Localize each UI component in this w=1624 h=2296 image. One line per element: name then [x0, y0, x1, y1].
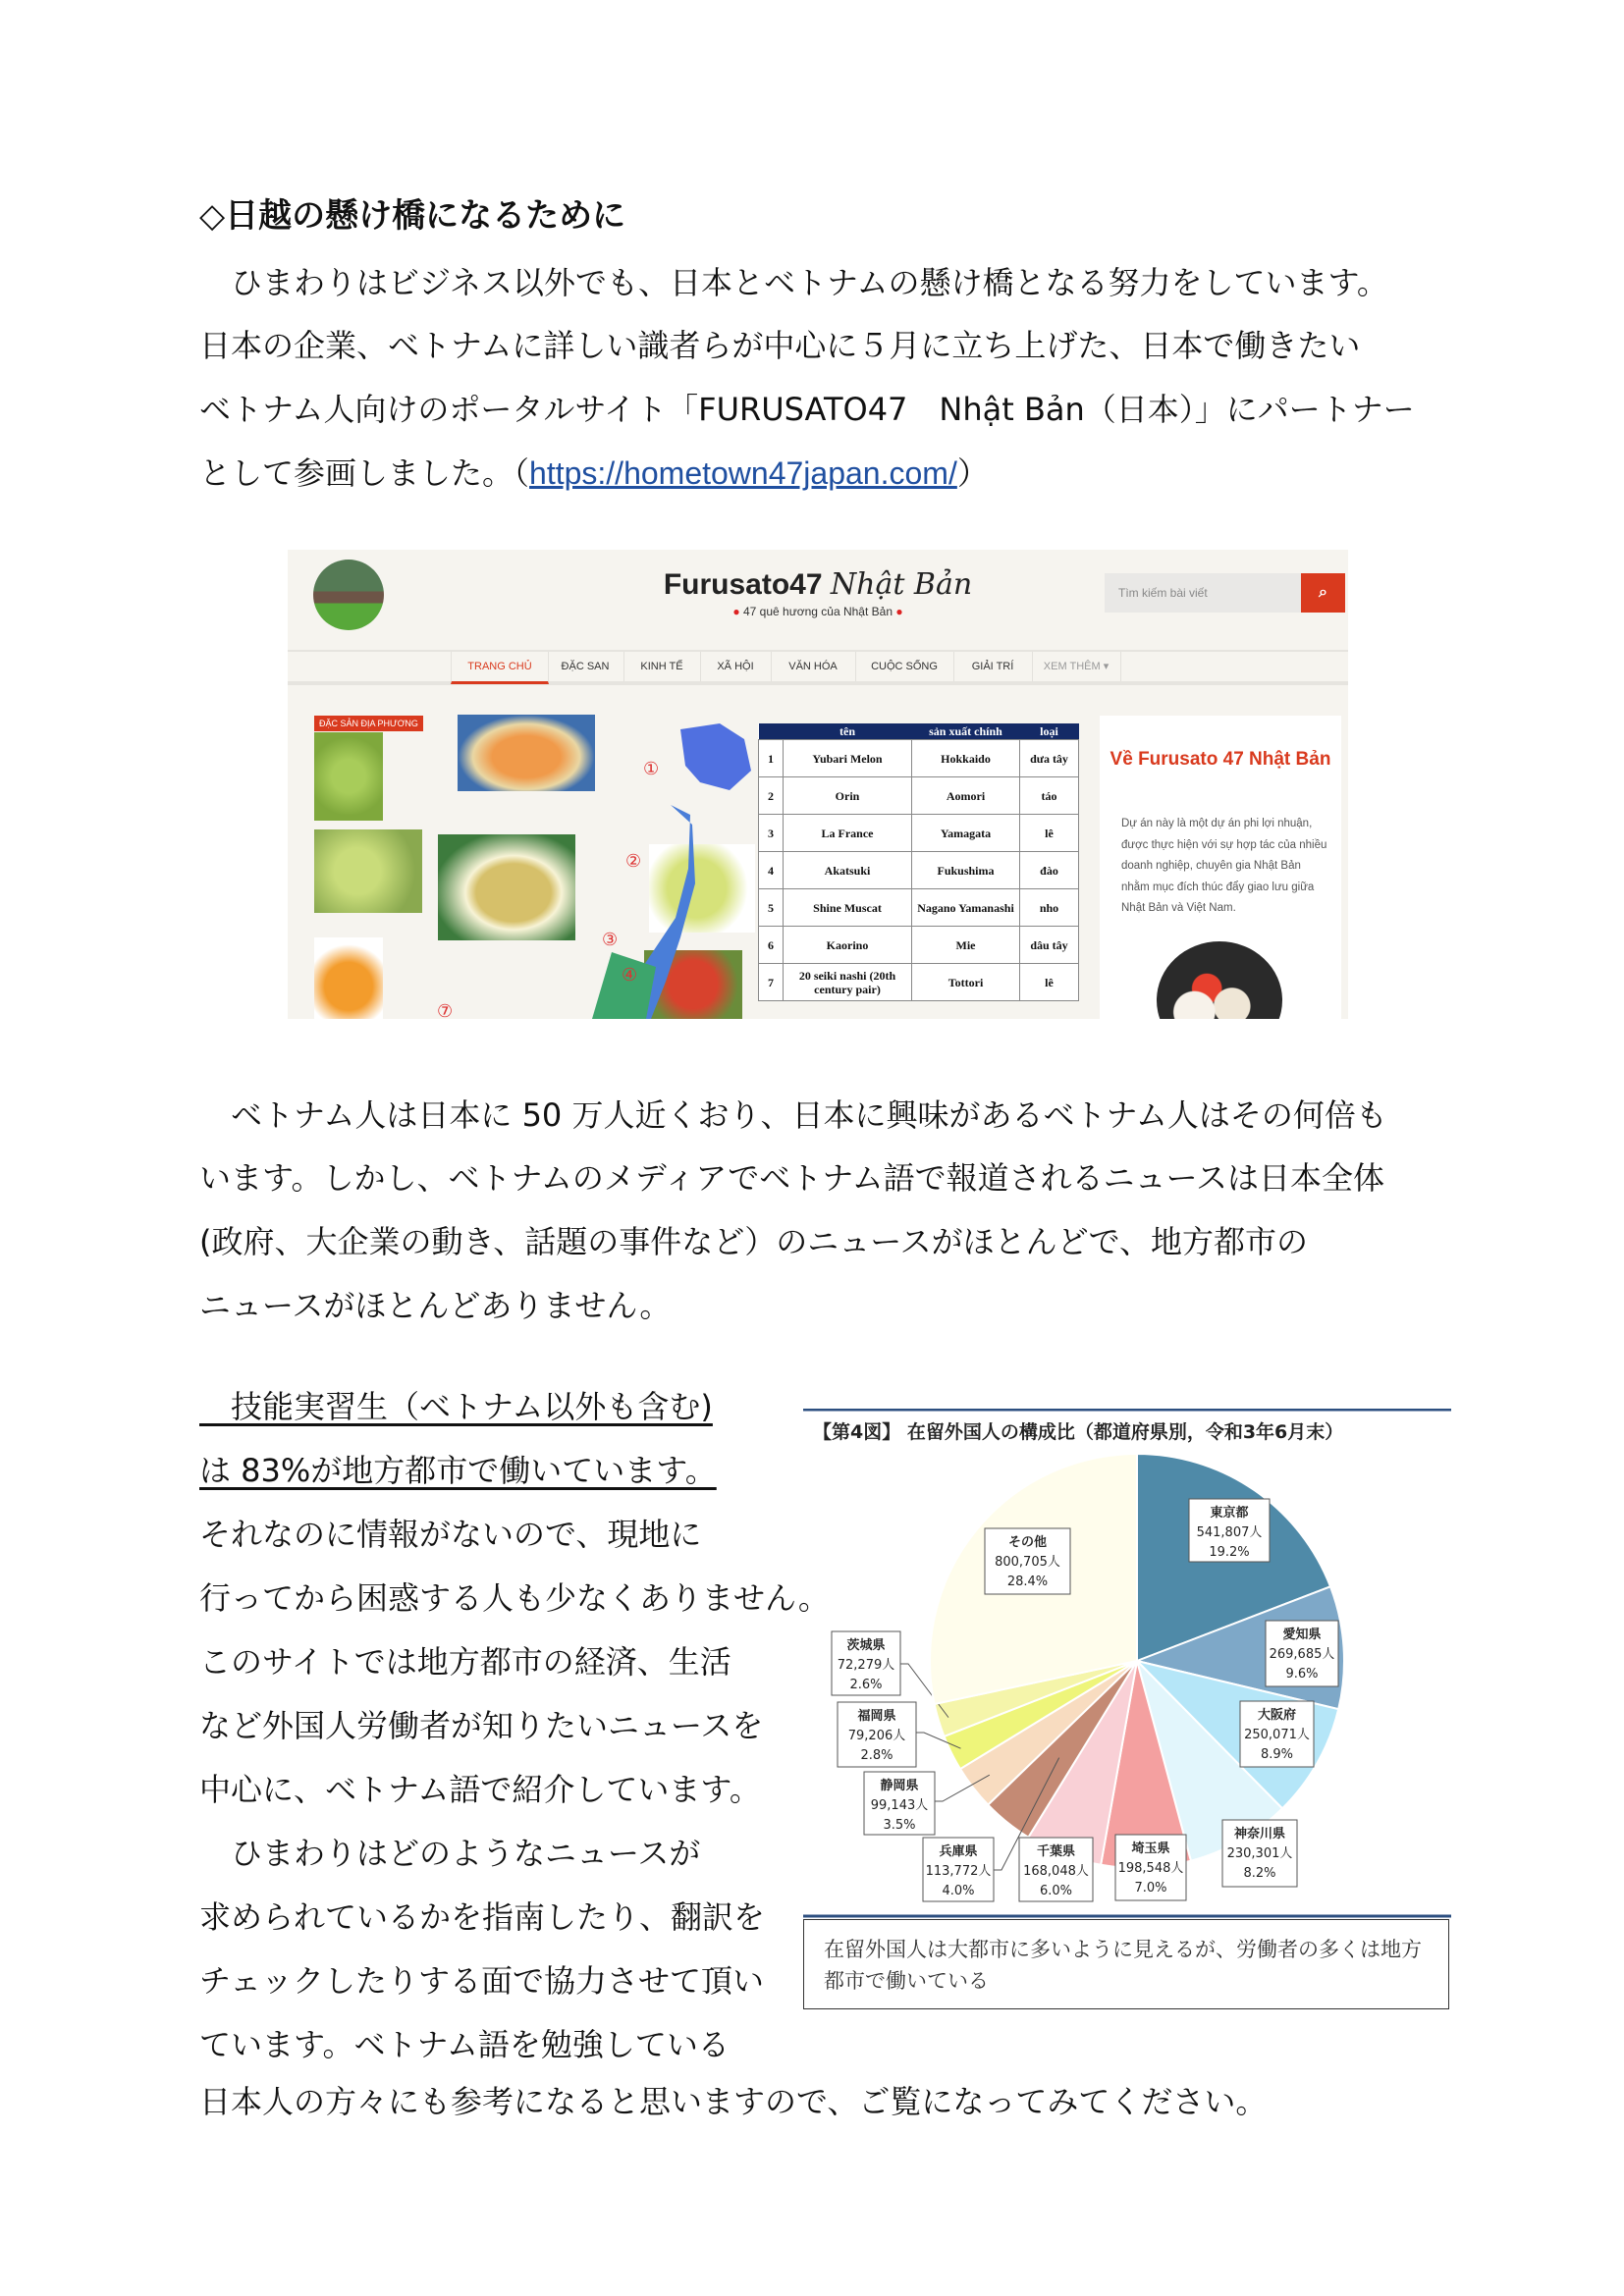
slice-count: 113,772人 [925, 1864, 992, 1879]
slice-pct: 9.6% [1285, 1667, 1319, 1682]
map-marker: ④ [622, 965, 638, 985]
para1-line: ベトナム人向けのポータルサイト「FURUSATO47 Nhật Bản（日本）」にパートナー [199, 391, 1415, 428]
dolls-photo [1157, 941, 1282, 1019]
table-cell: Aomori [912, 777, 1020, 815]
table-cell: táo [1020, 777, 1079, 815]
table-cell: Nagano Yamanashi [912, 889, 1020, 927]
table-header [759, 723, 1079, 740]
orange-photo [314, 937, 383, 1019]
para3-line: 中心に、ベトナム語で紹介しています。 [199, 1771, 761, 1808]
slice-label [1019, 1838, 1093, 1901]
slice-pct: 3.5% [883, 1818, 916, 1833]
column-header: loại [1020, 723, 1079, 740]
table-cell: 4 [759, 852, 784, 889]
nav-item[interactable]: KINH TẾ [623, 652, 701, 681]
about-sidebar [1100, 716, 1341, 1019]
para2-line: います。しかし、ベトナムのメディアでベトナム語で報道されるニュースは日本全体 [199, 1159, 1385, 1197]
slice-pct: 7.0% [1134, 1881, 1167, 1896]
table-cell: Tottori [912, 964, 1020, 1001]
table-cell: Yubari Melon [784, 740, 912, 777]
slice-label: 神奈川県 [1233, 1827, 1286, 1842]
table-cell: lê [1020, 964, 1079, 1001]
table-cell: dưa tây [1020, 740, 1079, 777]
slice-label [1266, 1621, 1338, 1686]
para1-line: ひまわりはビジネス以外でも、日本とベトナムの懸け橋となる努力をしています。 [199, 264, 1388, 301]
map-marker: ② [625, 851, 642, 871]
website-screenshot [288, 550, 1348, 1019]
table-row [759, 740, 1079, 777]
slice-label: 千葉県 [1036, 1844, 1076, 1859]
slice-label [832, 1631, 900, 1695]
slice-label: その他 [1007, 1535, 1048, 1550]
japan-map [582, 721, 757, 1019]
slice-label [838, 1702, 916, 1767]
para3-line: このサイトでは地方都市の経済、生活 [199, 1643, 731, 1681]
fruit-table [758, 723, 1079, 1001]
grapes-photo [314, 732, 383, 821]
para3-line: ています。ベトナム語を勉強している [199, 2026, 730, 2063]
para3-line: ひまわりはどのようなニュースが [199, 1835, 701, 1872]
site-subtitle: ● 47 quê hương của Nhật Bản ● [732, 605, 903, 618]
pie-svg [803, 1409, 1451, 1919]
title-script: Nhật Bản [830, 567, 973, 602]
text: として参画しました。（ [199, 454, 530, 492]
slice-label [1189, 1499, 1270, 1562]
table-cell: Hokkaido [912, 740, 1020, 777]
apple-photo [314, 829, 422, 913]
slice-label [864, 1772, 935, 1835]
slice-label: 埼玉県 [1131, 1842, 1170, 1856]
table-cell: 6 [759, 927, 784, 964]
para1-line: 日本の企業、ベトナムに詳しい識者らが中心に５月に立ち上げた、日本で働きたい [199, 327, 1361, 364]
nav-item[interactable]: GIẢI TRÍ [953, 652, 1033, 681]
pie-chart [803, 1409, 1451, 2012]
column-header [759, 723, 784, 740]
table-cell: Yamagata [912, 815, 1020, 852]
slice-label [1240, 1701, 1314, 1767]
table-row [759, 964, 1079, 1001]
text: ） [956, 454, 989, 492]
para3-line: チェックしたりする面で協力させて頂い [199, 1962, 765, 2000]
slice-pct: 8.9% [1260, 1747, 1294, 1762]
sidebar-title: Về Furusato 47 Nhật Bản [1110, 749, 1331, 770]
slice-pct: 4.0% [942, 1884, 975, 1898]
slice-label: 愛知県 [1282, 1628, 1322, 1642]
para3-line: 行ってから困惑する人も少なくありません。 [199, 1579, 830, 1617]
search-icon[interactable]: ⌕ [1301, 573, 1345, 613]
table-cell: Fukushima [912, 852, 1020, 889]
table-row [759, 889, 1079, 927]
table-cell: Akatsuki [784, 852, 912, 889]
site-nav [288, 650, 1348, 685]
slice-count: 230,301人 [1226, 1846, 1293, 1861]
table-row [759, 927, 1079, 964]
slice-count: 72,279人 [837, 1658, 895, 1673]
slice-label: 兵庫県 [939, 1844, 978, 1859]
para2-line: ベトナム人は日本に 50 万人近くおり、日本に興味があるベトナム人はその何倍も [199, 1096, 1387, 1134]
slice-pct: 2.8% [860, 1748, 893, 1763]
table-cell: lê [1020, 815, 1079, 852]
para1-line [199, 454, 989, 493]
table-cell: 20 seiki nashi (20th century pair) [784, 964, 912, 1001]
chart-title: 【第4図】 在留外国人の構成比（都道府県別，令和3年6月末） [813, 1421, 1344, 1443]
subtitle-text: 47 quê hương của Nhật Bản [742, 605, 893, 618]
table-cell: nho [1020, 889, 1079, 927]
nav-item[interactable]: TRANG CHỦ [451, 652, 549, 684]
title-bold: Furusato47 [663, 568, 823, 601]
para2-line: (政府、大企業の動き、話題の事件など）のニュースがほとんどで、地方都市の [199, 1223, 1308, 1260]
table-cell: Mie [912, 927, 1020, 964]
slice-count: 198,548人 [1117, 1861, 1184, 1876]
table-cell: 3 [759, 815, 784, 852]
search-input[interactable]: Tìm kiếm bài viết [1105, 573, 1301, 613]
table-cell: 5 [759, 889, 784, 927]
slice-label [1222, 1820, 1297, 1887]
slice-pct: 6.0% [1039, 1884, 1073, 1898]
slice-count: 269,685人 [1269, 1647, 1335, 1662]
column-header: sản xuất chính [912, 723, 1020, 740]
sidebar-text: Dự án này là một dự án phi lợi nhuận, được thực hiện với sự hợp tác của nhiều doanh nghiệp, chuyên gia Nhật Bản nhằm mục đích thúc đẩy giao lưu giữa Nhật Bản và Việt Nam. [1121, 818, 1327, 914]
table-row [759, 815, 1079, 852]
nav-item[interactable]: ĐẶC SAN [547, 652, 624, 681]
site-link[interactable]: https://hometown47japan.com/ [529, 455, 957, 491]
nav-item[interactable]: XÃ HỘI [700, 652, 772, 681]
table-cell: La France [784, 815, 912, 852]
slice-pct: 28.4% [1006, 1575, 1049, 1589]
map-marker: ③ [602, 930, 619, 949]
slice-count: 168,048人 [1023, 1864, 1089, 1879]
nav-item[interactable]: CUỘC SỐNG [855, 652, 954, 681]
slice-label [1115, 1835, 1186, 1900]
table-cell: 7 [759, 964, 784, 1001]
melon-photo [458, 715, 595, 791]
slice-count: 99,143人 [870, 1798, 929, 1813]
slice-count: 250,071人 [1244, 1728, 1310, 1742]
para3-line: 日本人の方々にも参考になると思いますので、ご覧になってみてください。 [199, 2083, 1268, 2120]
para3-line: それなのに情報がないので、現地に [199, 1516, 702, 1553]
table-cell: Shine Muscat [784, 889, 912, 927]
category-tag: ĐẶC SẢN ĐỊA PHƯƠNG [314, 716, 423, 731]
slice-label: 静岡県 [880, 1779, 919, 1793]
slice-pct: 2.6% [849, 1678, 883, 1692]
slice-label: 大阪府 [1257, 1708, 1297, 1723]
table-cell: đào [1020, 852, 1079, 889]
pear-photo [438, 834, 575, 940]
slice-count: 800,705人 [995, 1555, 1060, 1570]
column-header: tên [784, 723, 912, 740]
para3-line: 求められているかを指南したり、翻訳を [199, 1898, 766, 1936]
para2-line: ニュースがほとんどありません。 [199, 1287, 672, 1324]
table-cell: 2 [759, 777, 784, 815]
nav-item[interactable]: XEM THÊM ▾ [1032, 652, 1121, 681]
slice-label: 東京都 [1210, 1506, 1249, 1521]
section-heading: ◇日越の懸け橋になるために [199, 196, 626, 236]
table-cell: dâu tây [1020, 927, 1079, 964]
table-row [759, 777, 1079, 815]
slice-label: 福岡県 [857, 1709, 896, 1724]
map-marker: ⑦ [437, 1001, 454, 1019]
slice-pct: 8.2% [1243, 1866, 1276, 1881]
para3-line: など外国人労働者が知りたいニュースを [199, 1707, 764, 1744]
slice-label: 茨城県 [846, 1638, 886, 1653]
slice-label [985, 1528, 1070, 1594]
map-marker: ① [643, 759, 660, 778]
chart-caption: 在留外国人は大都市に多いように見えるが、労働者の多くは地方都市で働いている [803, 1919, 1449, 2009]
table-cell: 1 [759, 740, 784, 777]
table-row [759, 852, 1079, 889]
nav-item[interactable]: VĂN HÓA [771, 652, 856, 681]
table-cell: Orin [784, 777, 912, 815]
table-cell: Kaorino [784, 927, 912, 964]
slice-count: 79,206人 [847, 1729, 906, 1743]
para3-line: 技能実習生（ベトナム以外も含む) [199, 1388, 713, 1425]
slice-count: 541,807人 [1196, 1525, 1263, 1540]
slice-pct: 19.2% [1209, 1545, 1250, 1560]
para3-line: は 83%が地方都市で働いています。 [199, 1452, 717, 1489]
slice-label [923, 1838, 994, 1901]
